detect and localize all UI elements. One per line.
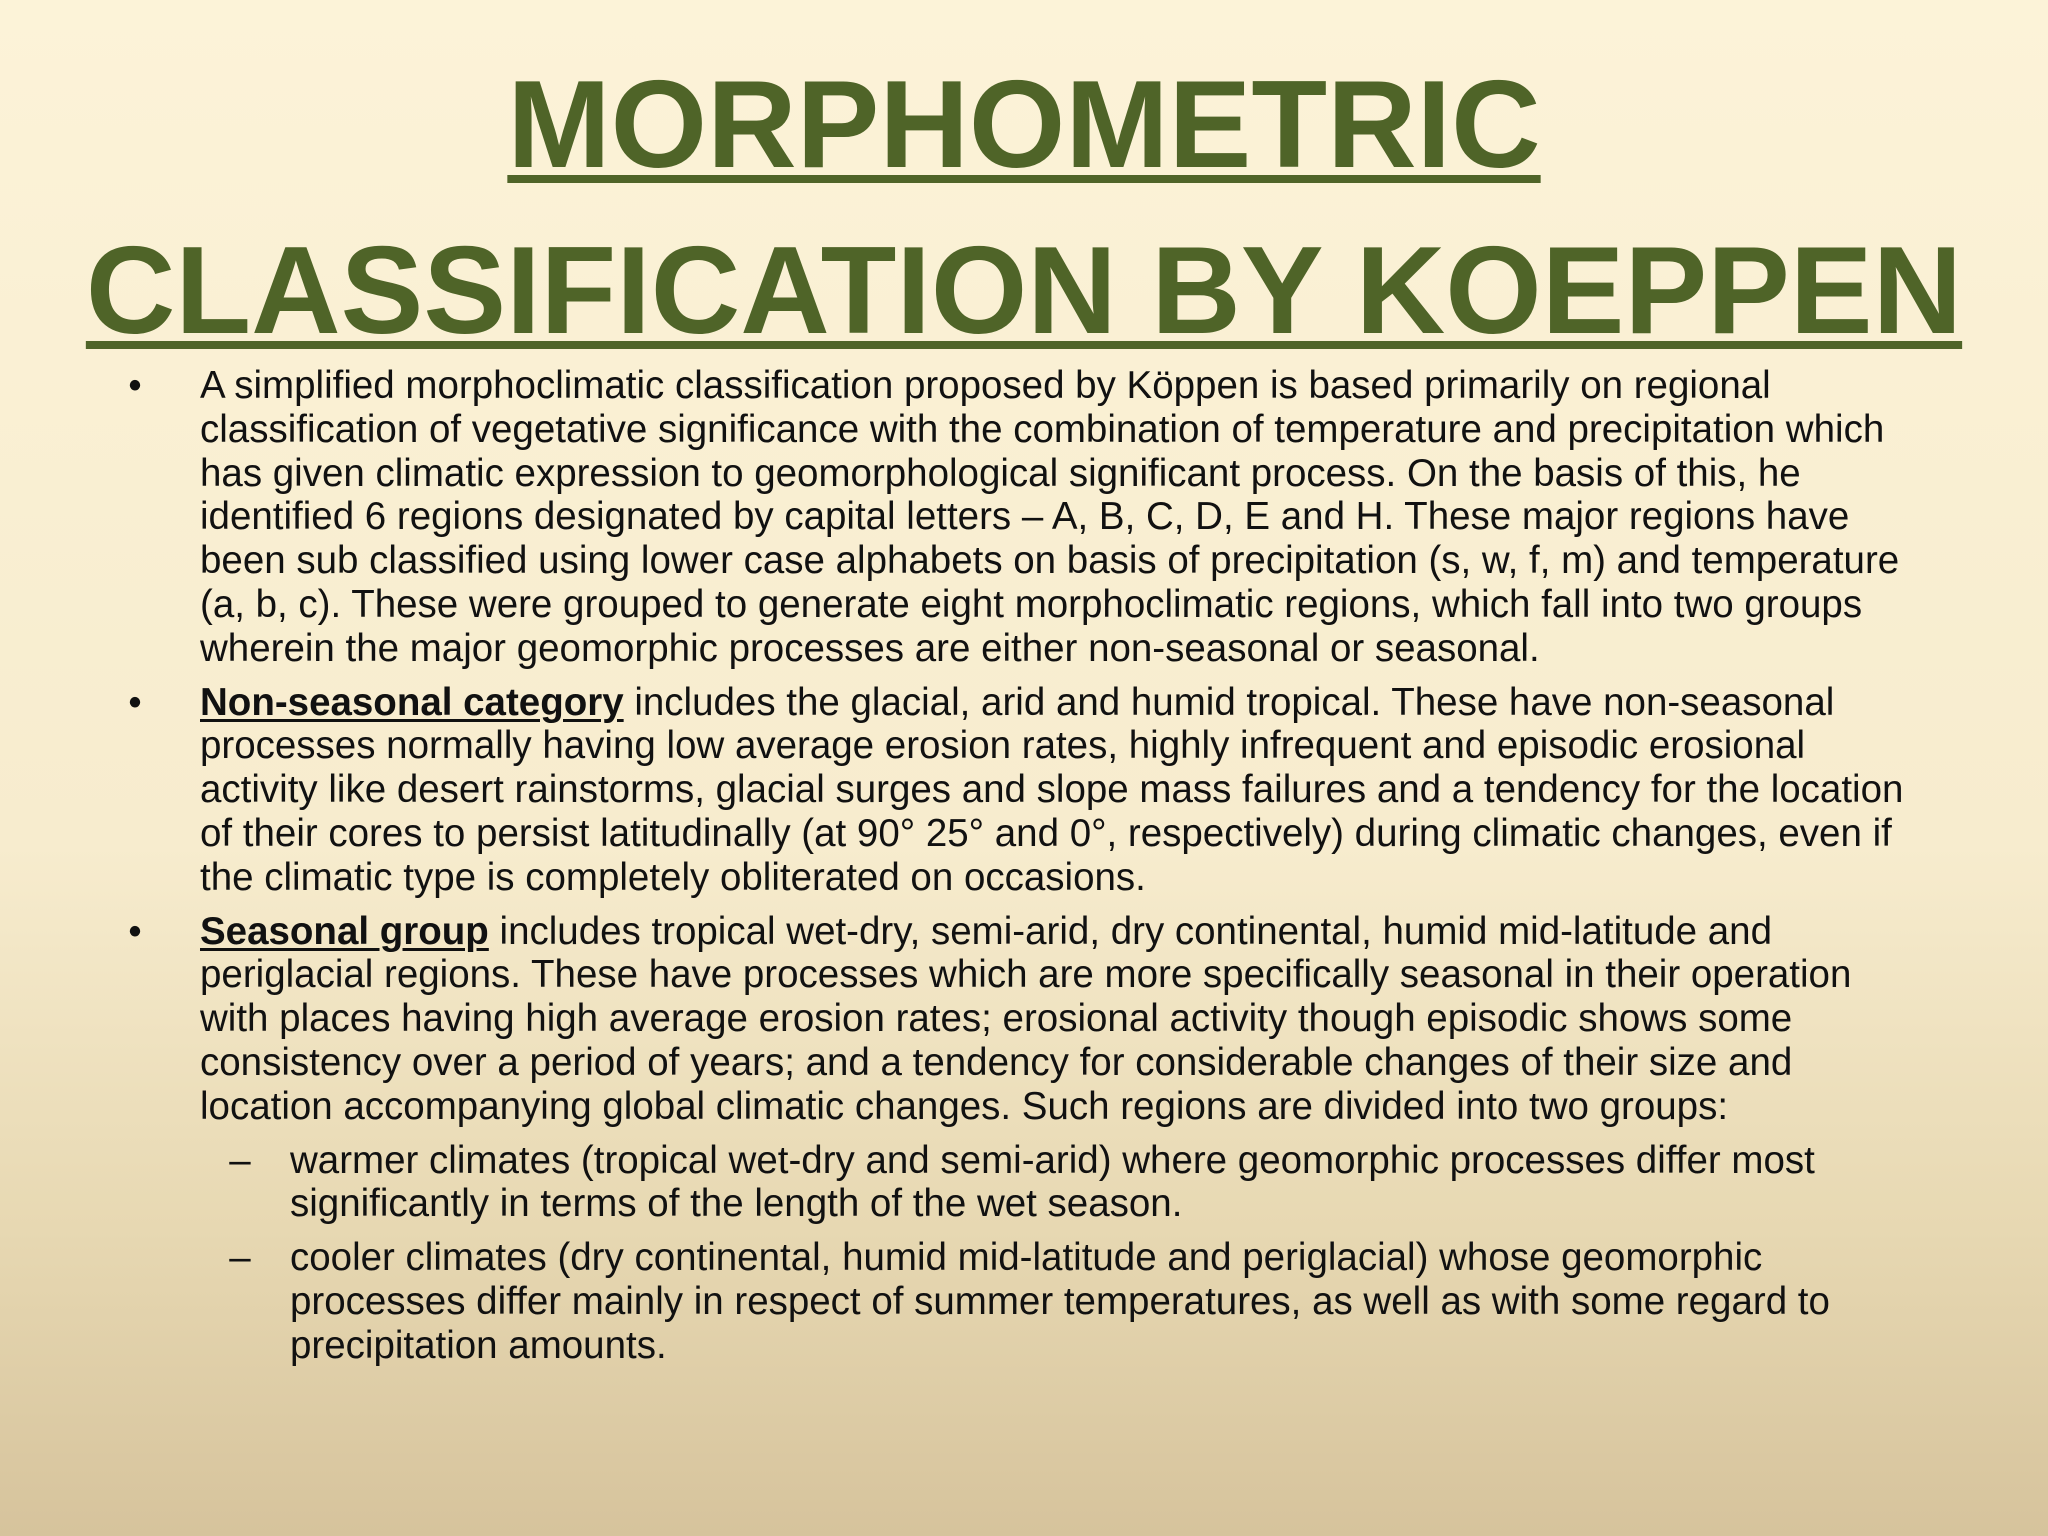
sub-bullet-text: warmer climates (tropical wet-dry and semi-arid) where geomorphic processes differ most significantly in terms of the length of the wet season. [290, 1138, 1815, 1226]
bullet-term: Non-seasonal category [200, 680, 624, 724]
title-line-1: MORPHOMETRIC [507, 56, 1541, 194]
bullet-icon: • [128, 909, 142, 953]
dash-icon: – [229, 1236, 251, 1280]
bullet-text: A simplified morphoclimatic classification proposed by Köppen is based primarily on regional classification of vegetative significance with the combination of temperature and precipitation which has given climatic expression to geomorphological significant process. On the basis of this, he identified 6 regions designated by capital letters – A, B, C, D, E and H. These major regions have been sub classified using lower case alphabets on basis of precipitation (s, w, f, m) and temperature (a, b, c). These were grouped to generate eight morphoclimatic regions, which fall into two groups wherein the major geomorphic processes are either non-seasonal or seasonal. [200, 364, 1900, 670]
title-line-2: CLASSIFICATION BY KOEPPEN [85, 222, 1963, 360]
bullet-icon: • [128, 680, 142, 724]
bullet-non-seasonal [120, 681, 1920, 900]
slide-title [0, 42, 2048, 374]
slide-content [120, 364, 1920, 1376]
bullet-text: includes tropical wet-dry, semi-arid, dry continental, humid mid-latitude and periglacial regions. These have processes which are more specifically seasonal in their operation with places having high average erosion rates; erosional activity though episodic shows some consistency over a period of years; and a tendency for considerable changes of their size and location accompanying global climatic changes. Such regions are divided into two groups: [200, 909, 1852, 1128]
bullet-icon: • [128, 364, 142, 407]
bullet-term: Seasonal group [200, 909, 489, 953]
bullet-seasonal [120, 910, 1920, 1129]
sub-bullet-cooler [120, 1236, 1920, 1367]
bullet-intro [120, 364, 1920, 671]
dash-icon: – [229, 1138, 251, 1182]
sub-bullet-warmer [120, 1139, 1920, 1227]
sub-bullet-text: cooler climates (dry continental, humid mid-latitude and periglacial) whose geomorphic processes differ mainly in respect of summer temperatures, as well as with some regard to precipitation amounts. [290, 1236, 1830, 1367]
bullet-text: includes the glacial, arid and humid tropical. These have non-seasonal processes normally having low average erosion rates, highly infrequent and episodic erosional activity like desert rainstorms, glacial surges and slope mass failures and a tendency for the location of their cores to persist latitudinally (at 90° 25° and 0°, respectively) during climatic changes, even if the climatic type is completely obliterated on occasions. [200, 680, 1904, 899]
